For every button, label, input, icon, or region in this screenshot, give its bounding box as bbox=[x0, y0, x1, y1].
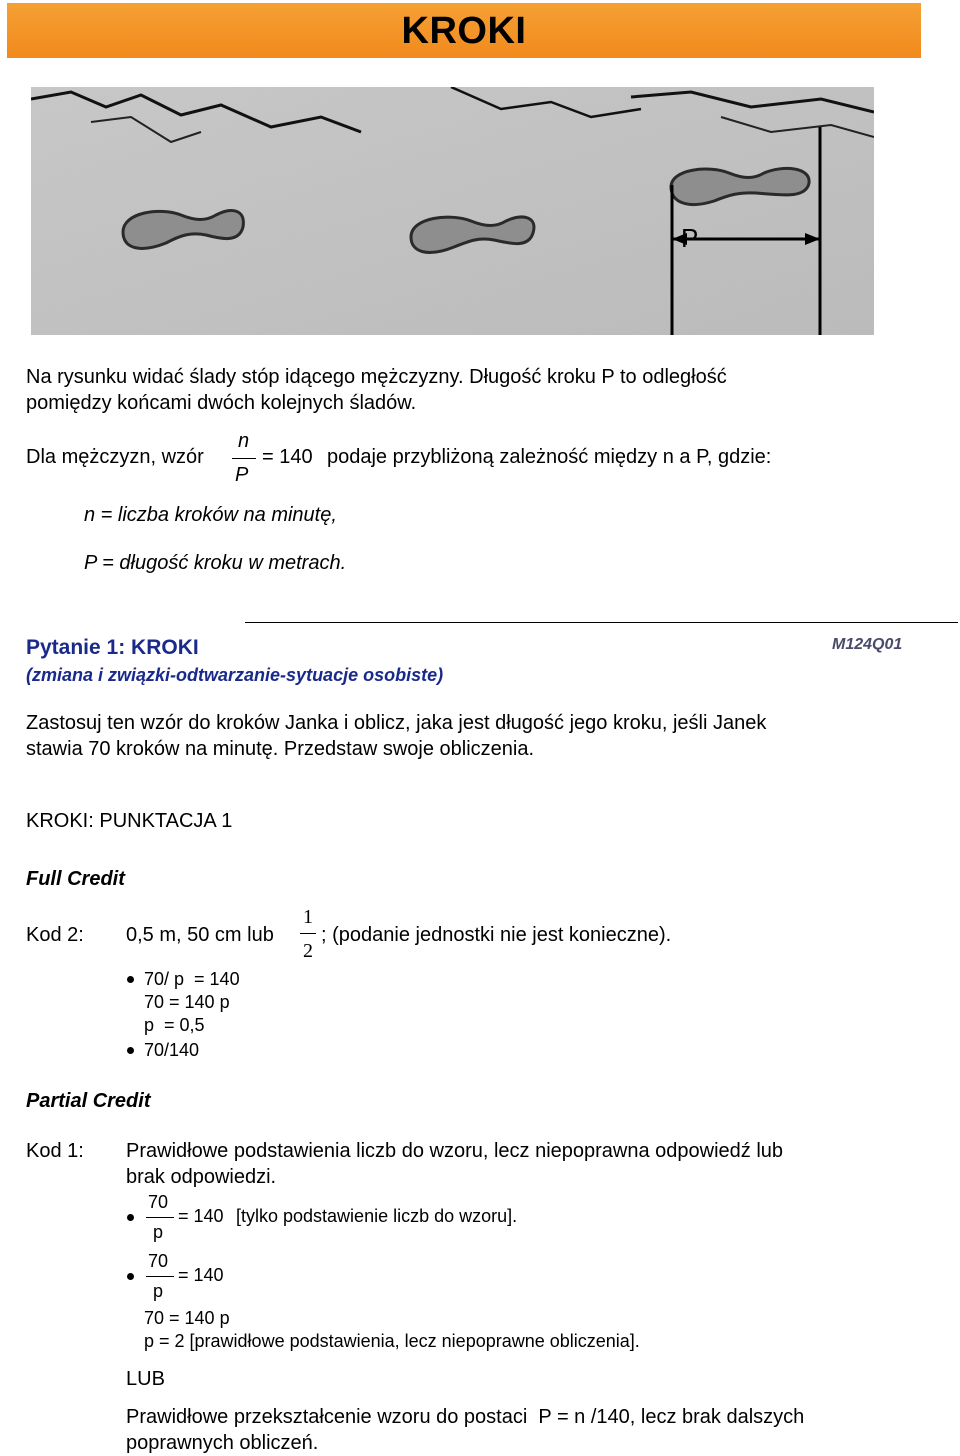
page-title: KROKI bbox=[401, 10, 527, 52]
code1-text-2: brak odpowiedzi. bbox=[126, 1166, 277, 1188]
code1-alt-2: poprawnych obliczeń. bbox=[126, 1432, 319, 1454]
formula-numerator: n bbox=[238, 430, 250, 452]
code1-bullet-1-denominator: p bbox=[153, 1222, 164, 1242]
bullet-icon bbox=[127, 976, 134, 983]
question-subtitle: (zmiana i związki-odtwarzanie-sytuacje osobiste) bbox=[26, 665, 444, 685]
code1-bullet-1-equals: = 140 bbox=[178, 1206, 224, 1226]
question-code: M124Q01 bbox=[832, 636, 903, 653]
formula-bar bbox=[232, 458, 256, 459]
formula-prefix: Dla mężczyzn, wzór bbox=[26, 446, 204, 468]
code2-bullet-1-line-1: 70/ p = 140 bbox=[144, 969, 240, 989]
code2-fraction-denominator: 2 bbox=[303, 940, 313, 962]
question-title: Pytanie 1: KROKI bbox=[26, 636, 199, 659]
definition-n: n = liczba kroków na minutę, bbox=[84, 504, 337, 526]
code1-bullet-2-line-2: 70 = 140 p bbox=[144, 1308, 230, 1328]
figure-label-p: P bbox=[681, 223, 699, 253]
code1-bullet-1-bar bbox=[146, 1217, 174, 1218]
intro-line-1: Na rysunku widać ślady stóp idącego mężczyzny. Długość kroku P to odległość bbox=[26, 366, 727, 388]
bullet-icon bbox=[127, 1214, 134, 1221]
code2-label: Kod 2: bbox=[26, 924, 84, 946]
formula-equals: = 140 bbox=[262, 446, 313, 468]
code2-fraction-bar bbox=[300, 933, 316, 934]
definition-p: P = długość kroku w metrach. bbox=[84, 552, 347, 574]
code2-bullet-2: 70/140 bbox=[144, 1040, 200, 1060]
code1-label: Kod 1: bbox=[26, 1140, 84, 1162]
or-label: LUB bbox=[126, 1368, 165, 1390]
bullet-icon bbox=[127, 1047, 134, 1054]
formula-suffix: podaje przybliżoną zależność między n a P, gdzie: bbox=[327, 446, 772, 468]
scoring-title: KROKI: PUNKTACJA 1 bbox=[26, 810, 233, 832]
code1-bullet-2-numerator: 70 bbox=[148, 1251, 169, 1271]
code1-bullet-2-line-3: p = 2 [prawidłowe podstawienia, lecz niepoprawne obliczenia]. bbox=[144, 1331, 640, 1351]
code2-suffix: ; (podanie jednostki nie jest konieczne). bbox=[321, 924, 672, 946]
intro-line-2: pomiędzy końcami dwóch kolejnych śladów. bbox=[26, 392, 417, 414]
code2-bullet-1-line-3: p = 0,5 bbox=[144, 1015, 205, 1035]
code1-bullet-2-bar bbox=[146, 1276, 174, 1277]
code1-bullet-1-note: [tylko podstawienie liczb do wzoru]. bbox=[236, 1206, 518, 1226]
full-credit-heading: Full Credit bbox=[26, 868, 125, 890]
footprints-photo bbox=[31, 87, 874, 335]
question-text-2: stawia 70 kroków na minutę. Przedstaw swoje obliczenia. bbox=[26, 738, 535, 760]
bullet-icon bbox=[127, 1273, 134, 1280]
code2-bullet-1-line-2: 70 = 140 p bbox=[144, 992, 230, 1012]
section-divider bbox=[245, 622, 958, 623]
partial-credit-heading: Partial Credit bbox=[26, 1090, 151, 1112]
code1-alt-1: Prawidłowe przekształcenie wzoru do postaci P = n /140, lecz brak dalszych bbox=[126, 1406, 805, 1428]
formula-denominator: P bbox=[235, 464, 249, 486]
question-text-1: Zastosuj ten wzór do kroków Janka i oblicz, jaka jest długość jego kroku, jeśli Janek bbox=[26, 712, 767, 734]
code1-bullet-2-equals: = 140 bbox=[178, 1265, 224, 1285]
code1-bullet-2-denominator: p bbox=[153, 1281, 164, 1301]
code2-text: 0,5 m, 50 cm lub bbox=[126, 924, 274, 946]
code1-text-1: Prawidłowe podstawienia liczb do wzoru, lecz niepoprawna odpowiedź lub bbox=[126, 1140, 784, 1162]
code2-fraction-numerator: 1 bbox=[303, 906, 313, 928]
code1-bullet-1-numerator: 70 bbox=[148, 1192, 169, 1212]
